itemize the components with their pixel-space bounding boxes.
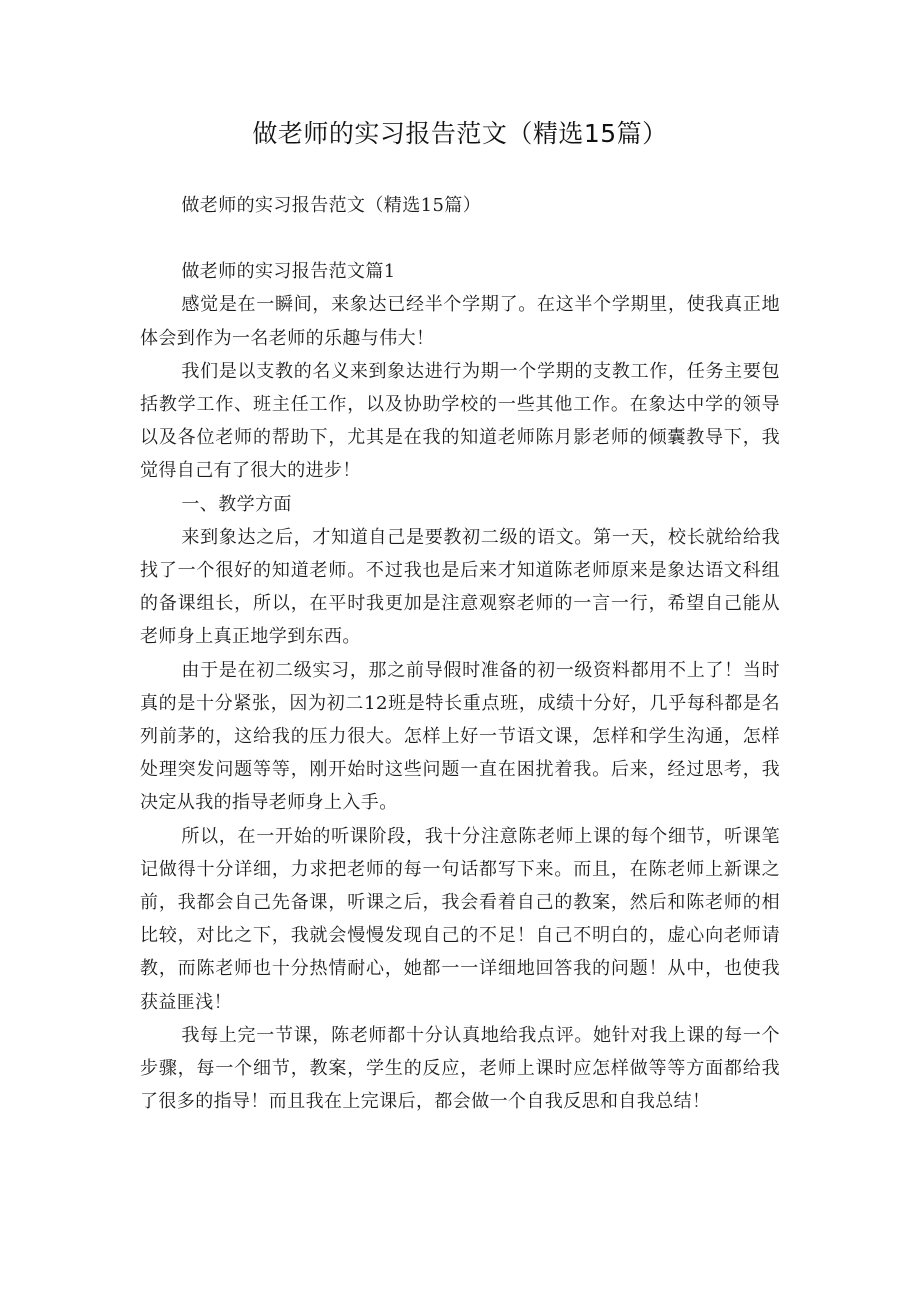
document-title: 做老师的实习报告范文（精选15篇） bbox=[252, 119, 668, 148]
section-heading: 做老师的实习报告范文篇1 bbox=[181, 261, 396, 283]
teaching-heading: 一、教学方面 bbox=[181, 493, 292, 515]
document-body bbox=[140, 189, 780, 1118]
paragraph-5: 所以，在一开始的听课阶段，我十分注意陈老师上课的每个细节，听课笔记做得十分详细，力求把老师的每一句话都写下来。而且，在陈老师上新课之前，我都会自己先备课，听课之后，我会看着自己的教案，然后和陈老师的相比较，对比之下，我就会慢慢发现自己的不足！自己不明白的，虚心向老师请教，而陈老师也十分热情耐心，她都一一详细地回答我的问题！从中，也使我获益匪浅！ bbox=[140, 825, 780, 1013]
paragraph-6: 我每上完一节课，陈老师都十分认真地给我点评。她针对我上课的每一个步骤，每一个细节，教案，学生的反应，老师上课时应怎样做等等方面都给我了很多的指导！而且我在上完课后，都会做一个自我反思和自我总结！ bbox=[140, 1024, 780, 1113]
paragraph-4: 由于是在初二级实习，那之前导假时准备的初一级资料都用不上了！当时真的是十分紧张，因为初二12班是特长重点班，成绩十分好，几乎每科都是名列前茅的，这给我的压力很大。怎样上好一节语文课，怎样和学生沟通，怎样处理突发问题等等，刚开始时这些问题一直在困扰着我。后来，经过思考，我决定从我的指导老师身上入手。 bbox=[140, 659, 780, 814]
paragraph-3: 来到象达之后，才知道自己是要教初二级的语文。第一天，校长就给给我找了一个很好的知道老师。不过我也是后来才知道陈老师原来是象达语文科组的备课组长，所以，在平时我更加是注意观察老师的一言一行，希望自己能从老师身上真正地学到东西。 bbox=[140, 526, 780, 648]
paragraph-2: 我们是以支教的名义来到象达进行为期一个学期的支教工作，任务主要包括教学工作、班主任工作，以及协助学校的一些其他工作。在象达中学的领导以及各位老师的帮助下，尤其是在我的知道老师陈月影老师的倾囊教导下，我觉得自己有了很大的进步！ bbox=[140, 360, 780, 482]
paragraph-1: 感觉是在一瞬间，来象达已经半个学期了。在这半个学期里，使我真正地体会到作为一名老师的乐趣与伟大！ bbox=[140, 294, 780, 349]
document-subtitle: 做老师的实习报告范文（精选15篇） bbox=[181, 195, 482, 216]
